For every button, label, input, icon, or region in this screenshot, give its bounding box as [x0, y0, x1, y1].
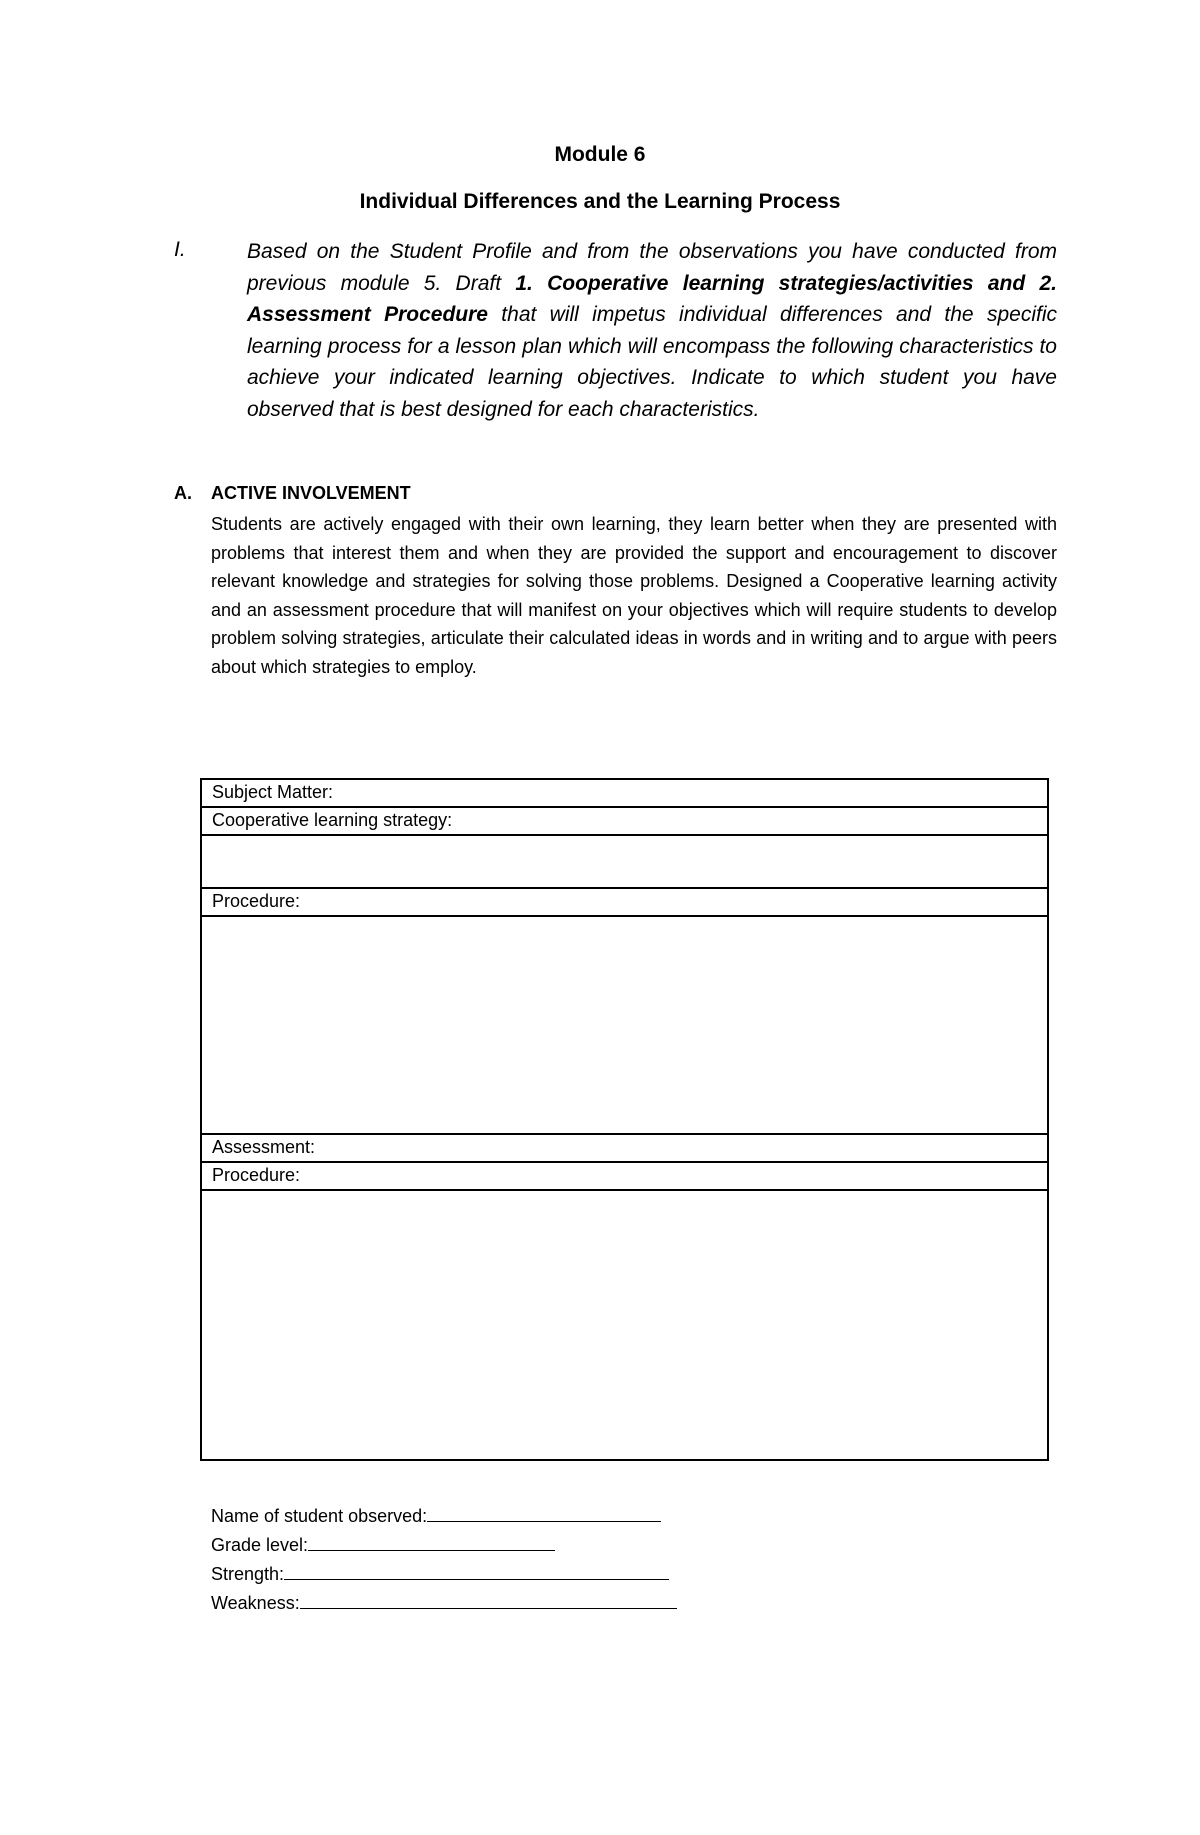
- question-number: I.: [174, 238, 186, 261]
- question-bold-text: 1. Cooperative learning strategies/activities and 2. Assessment Procedure: [247, 271, 1057, 326]
- module-title: Module 6: [554, 143, 646, 166]
- coop-strategy-label: Cooperative learning strategy:: [212, 810, 453, 830]
- lesson-plan-form: [200, 778, 1049, 1461]
- name-label: Name of student observed:: [211, 1506, 428, 1526]
- weakness-field[interactable]: [211, 1589, 677, 1618]
- weakness-label: Weakness:: [211, 1593, 300, 1613]
- strength-blank[interactable]: [284, 1561, 669, 1580]
- assessment-label: Assessment:: [212, 1137, 316, 1157]
- procedure-row-1: [202, 889, 1047, 917]
- name-field[interactable]: [211, 1502, 677, 1531]
- procedure-answer-field-1[interactable]: [202, 917, 1047, 1135]
- grade-label: Grade level:: [211, 1535, 309, 1555]
- strength-label: Strength:: [211, 1564, 285, 1584]
- coop-strategy-row: [202, 808, 1047, 836]
- weakness-blank[interactable]: [300, 1590, 677, 1609]
- section-letter: A.: [174, 483, 192, 503]
- assessment-row[interactable]: [202, 1135, 1047, 1163]
- section-title: ACTIVE INVOLVEMENT: [211, 483, 411, 503]
- procedure-label-2: Procedure:: [212, 1165, 301, 1185]
- subject-matter-row[interactable]: [202, 780, 1047, 808]
- grade-blank[interactable]: [308, 1532, 555, 1551]
- observation-fields: [211, 1502, 677, 1618]
- question-text: [247, 236, 1057, 425]
- question-text-part-2: that will impetus individual differences and the specific learning process for a lesson plan which will encompass the following characteristics to achieve your indicated learning objectives. Indicate to which student you have observed that is best designed for each characteristics.: [247, 303, 1057, 421]
- question-text-part-1: Based on the Student Profile and from the observations you have conducted from previous module 5. Draft: [247, 240, 1057, 295]
- procedure-row-2: [202, 1163, 1047, 1191]
- name-blank[interactable]: [427, 1503, 661, 1522]
- strength-field[interactable]: [211, 1560, 677, 1589]
- coop-strategy-answer-field[interactable]: [202, 836, 1047, 889]
- subject-matter-label: Subject Matter:: [212, 782, 334, 802]
- grade-field[interactable]: [211, 1531, 677, 1560]
- procedure-answer-field-2[interactable]: [202, 1191, 1047, 1459]
- section-body: Students are actively engaged with their own learning, they learn better when they are presented with problems that interest them and when they are provided the support and encouragement to discover relevant knowledge and strategies for solving those problems. Designed a Cooperative learning activity and an assessment procedure that will manifest on your objectives which will require students to develop problem solving strategies, articulate their calculated ideas in words and in writing and to argue with peers about which strategies to employ.: [211, 514, 1057, 677]
- document-title: Individual Differences and the Learning Process: [359, 190, 841, 213]
- procedure-label-1: Procedure:: [212, 891, 301, 911]
